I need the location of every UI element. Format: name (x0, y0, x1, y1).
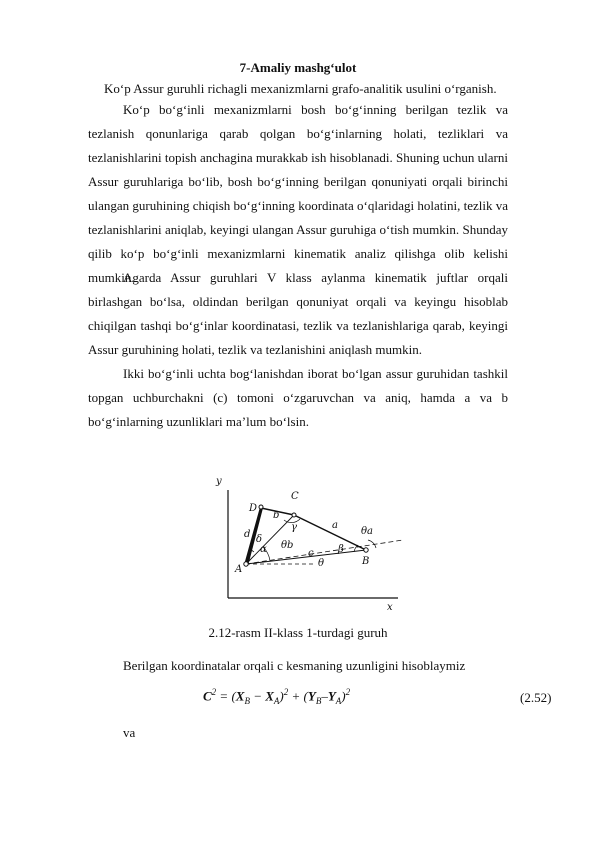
label-b: b (273, 510, 280, 521)
joint-d (259, 505, 263, 509)
formula-exp3: 2 (345, 687, 351, 697)
formula-yb: Y (307, 688, 316, 704)
formula-exp: 2 (211, 687, 217, 697)
page-title: 7-Amaliy mashg‘ulot (239, 60, 357, 75)
tail-word: va (123, 725, 136, 740)
y-axis-label: y (216, 476, 222, 487)
label-C: C (291, 491, 299, 502)
label-theta-a: θa (361, 526, 373, 537)
formula-ya: Y (327, 688, 336, 704)
label-alpha: α (260, 544, 267, 555)
joint-a (244, 562, 248, 566)
label-a: a (332, 520, 338, 531)
link-a (294, 515, 366, 550)
formula-sub-a: A (273, 695, 280, 706)
label-d: d (244, 529, 251, 540)
paragraph-2: Agarda Assur guruhlari V klass aylanma kinematik juftlar orqali birlashgan bo‘lsa, oldindan berilgan qonuniyat orqali va keyingu hisoblab chiqilgan tashqi bo‘g‘inlar koordinatasi, tezlik va tezlanishlariga qarab, keyingi Assur guruhining holati, tezlik va tezlanishini aniqlash mumkin. (88, 270, 508, 357)
body-line: Berilgan koordinatalar orqali c kesmaning uzunligini hisoblaymiz (123, 658, 466, 673)
formula-close2: ) (341, 688, 346, 704)
x-axis-label: x (387, 602, 393, 613)
label-D: D (249, 503, 258, 514)
formula-minus2: – (321, 688, 328, 704)
formula-close: ) (279, 688, 284, 704)
label-beta: β (338, 544, 344, 555)
formula-sub-b2: B (315, 695, 322, 706)
joint-c (292, 513, 296, 517)
equation (203, 687, 350, 706)
label-c: c (308, 548, 314, 559)
paragraph-1: Ko‘p bo‘g‘inli mexanizmlarni bosh bo‘g‘inning berilgan tezlik va tezlanish qonunlariga qarab qolgan bo‘g‘inlarning holati, tezliklari va tezlanishlarini topish anchagina murakkab ish hisoblanadi. Shuning uchun ularni Assur guruhlariga bo‘lib, bosh bo‘g‘inning berilgan qonuniyati orqali birinchi ulangan guruhining chiqish bo‘g‘inning koordinata o‘qlaridagi holatini, tezlik va tezlanishlarini aniqlab, keyingi ulangan Assur guruhiga o‘tish mumkin. Shunday qilib ko‘p bo‘g‘inli mexanizmlarni kinematik analiz qilishga olib kelishi mumkin. (88, 102, 508, 285)
formula-sub-b: B (244, 695, 250, 706)
formula-exp2: 2 (283, 687, 289, 697)
formula-sub-a2: A (335, 695, 342, 706)
label-gamma: γ (291, 522, 297, 533)
incline-dashed-line (246, 540, 403, 564)
equation-number: (2.52) (520, 690, 552, 705)
formula-xb: X (235, 688, 245, 704)
formula-c: C (203, 688, 212, 704)
formula-minus: − (249, 688, 266, 704)
label-theta-b: θb (281, 540, 294, 551)
subtitle: Ko‘p Assur guruhli richagli mexanizmlarni grafo-analitik usulini o‘rganish. (104, 81, 497, 96)
label-B: B (362, 556, 370, 567)
joint-b (364, 548, 368, 552)
figure-caption: 2.12-rasm II-klass 1-turdagi guruh (208, 625, 388, 640)
mechanism-figure (208, 470, 420, 614)
label-theta: θ (318, 558, 325, 569)
formula-eq: = ( (216, 688, 236, 704)
label-A: A (235, 564, 243, 575)
formula-plus: + ( (288, 688, 308, 704)
formula-xa: X (265, 688, 274, 704)
label-delta: δ (256, 534, 263, 545)
paragraph-3: Ikki bo‘g‘inli uchta bog‘lanishdan iborat bo‘lgan assur guruhidan tashkil topgan uchburchakni (c) tomoni o‘zgaruvchan va aniq, hamda a va b bo‘g‘inlarning uzunliklari ma’lum bo‘lsin. (88, 366, 508, 429)
